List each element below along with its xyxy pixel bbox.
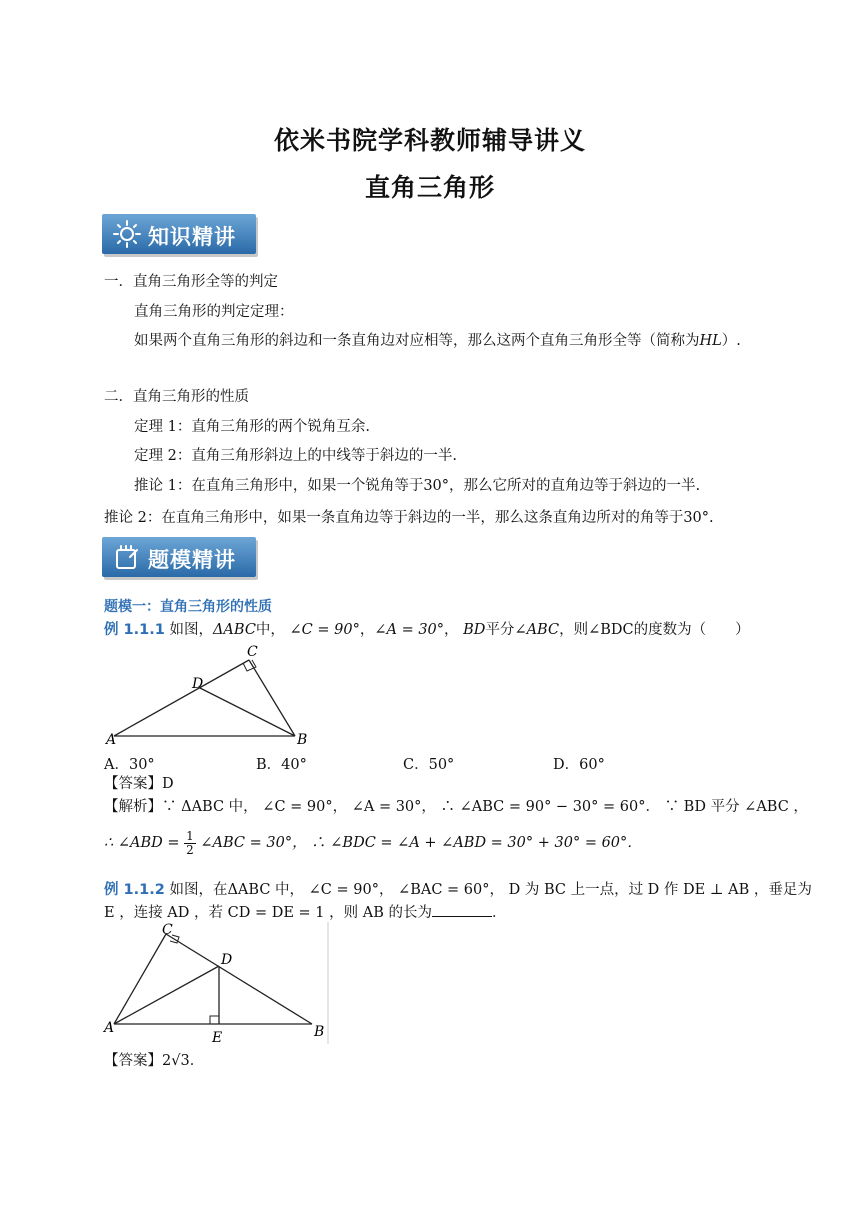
segment-ac [114,934,166,1024]
section1-heading: 一．直角三角形全等的判定 [104,274,278,290]
section1-line2: 如果两个直角三角形的斜边和一条直角边对应相等，那么这两个直角三角形全等（简称为HL）. [134,333,741,349]
page-subtitle: 直角三角形 [364,173,495,202]
label-c: C [162,922,173,938]
right-angle-mark-e [210,1016,219,1024]
example1-analysis-line2: ∴ ∠ABD = $\frac{1}{2}$ ∠ABC = 30°， ∴ ∠BDC = ∠A + ∠ABD = 30° + 30° = 60°． [104,828,642,857]
label-a: A [104,1020,115,1036]
answer-blank [432,902,492,917]
segment-ad [114,966,219,1024]
label-e: E [212,1030,223,1046]
lightbulb-icon [112,220,142,248]
example1-analysis-line1: 【解析】∵ ΔABC 中， ∠C = 90°， ∠A = 30°， ∴ ∠ABC = 90° − 30° = 60°． ∵ BD 平分 ∠ABC ， [104,799,808,815]
theorem-2: 定理 2：直角三角形斜边上的中线等于斜边的一半. [134,448,457,464]
problems-banner [102,537,256,577]
label-c: C [247,644,258,660]
option-b: B．40° [256,757,307,773]
fraction-one-half: $\frac{1}{2}$ [186,828,194,857]
option-d: D．60° [553,757,605,773]
section2-heading: 二．直角三角形的性质 [104,389,249,405]
knowledge-banner-label: 知识精讲 [148,225,236,249]
example1-figure [104,640,324,750]
theorem-1: 定理 1：直角三角形的两个锐角互余. [134,419,370,435]
notebook-icon [112,543,142,571]
example1-question: 例 1.1.1 如图，ΔABC中， ∠C = 90°，∠A = 30°， BD平分∠ABC，则∠BDC的度数为（ ） [104,622,750,638]
knowledge-banner [102,214,256,254]
corollary-2: 推论 2：在直角三角形中，如果一条直角边等于斜边的一半，那么这条直角边所对的角等于30°. [104,510,714,526]
problems-banner-label: 题模精讲 [148,548,236,572]
example1-answer: 【答案】D [104,776,174,792]
example2-question-line1: 例 1.1.2 如图，在ΔABC 中， ∠C = 90°， ∠BAC = 60°， D 为 BC 上一点，过 D 作 DE ⊥ AB ，垂足为 [104,882,812,898]
example2-question-line2: E ，连接 AD ，若 CD = DE = 1 ，则 AB 的长为 ． [104,902,506,923]
option-a: A．30° [104,757,155,773]
label-b: B [297,732,308,748]
label-d: D [192,676,204,692]
page-title: 依米书院学科教师辅导讲义 [273,126,586,155]
segment-ac [114,660,249,736]
label-a: A [106,732,117,748]
option-c: C．50° [403,757,455,773]
example2-answer: 【答案】2√3． [104,1053,205,1069]
label-d: D [221,952,233,968]
section1-line1: 直角三角形的判定定理： [134,304,294,320]
corollary-1: 推论 1：在直角三角形中，如果一个锐角等于30°，那么它所对的直角边等于斜边的一半. [134,478,701,494]
example2-figure [100,920,332,1048]
problem-model-heading: 题模一：直角三角形的性质 [104,599,272,615]
segment-cb [166,934,312,1024]
label-b: B [314,1024,325,1040]
